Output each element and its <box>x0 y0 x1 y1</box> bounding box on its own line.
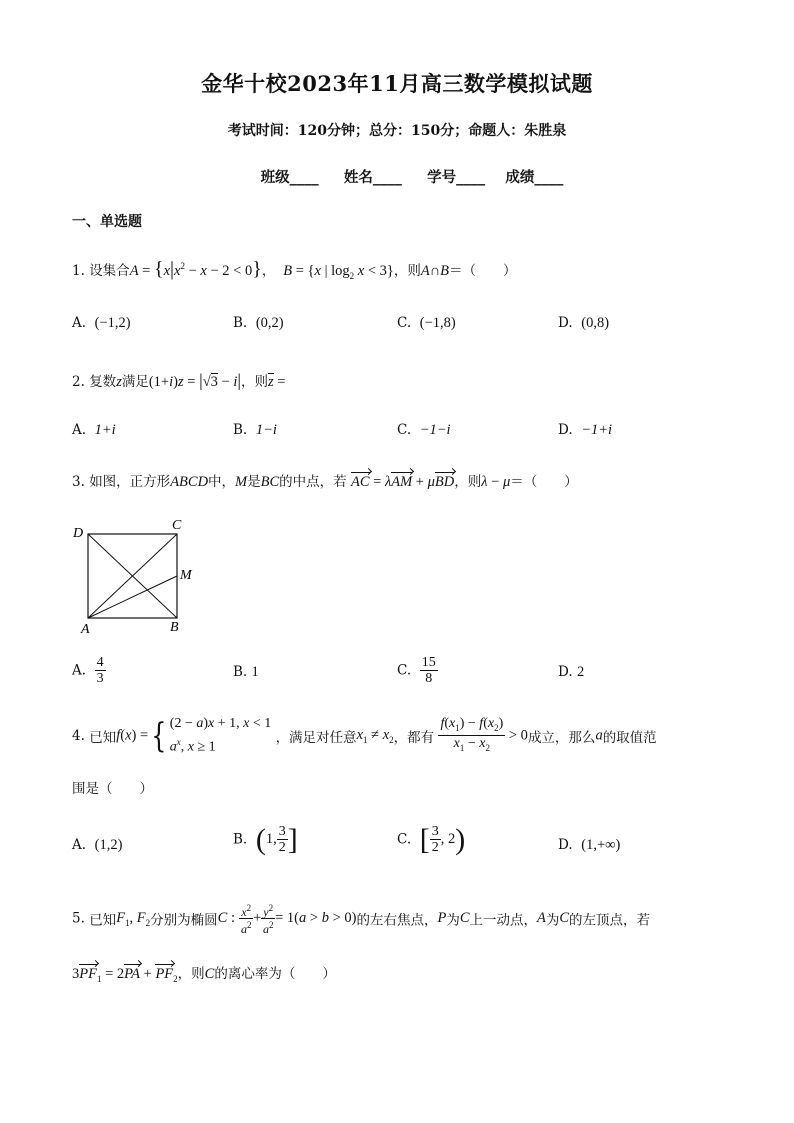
option-c[interactable]: C. −1−i <box>397 422 451 438</box>
option-d[interactable]: D. (1,+∞) <box>558 837 621 853</box>
question-1: 1. 设集合$A = \{x|x^2 - x - 2 < 0\}$， B = {x | $\log_2 x < 3$}，则A∩B＝（ ） <box>72 258 517 281</box>
question-3: 3. 如图，正方形ABCD中，M是BC的中点，若 AC = λAM + μBD，则λ − μ＝（ ） <box>72 474 578 490</box>
segment-am <box>88 576 177 618</box>
square-figure <box>70 513 200 638</box>
student-id-field[interactable]: 学号____ <box>427 169 486 186</box>
option-c[interactable]: C. (−1,8) <box>397 315 456 331</box>
question-number: 5. <box>72 910 85 927</box>
option-b[interactable]: B. 1−i <box>233 422 277 438</box>
label-m: M <box>180 568 192 583</box>
question-number: 4. <box>72 727 85 744</box>
option-c[interactable]: C. [ $\frac{3}{2}$ , 2) <box>397 822 466 856</box>
label-c: C <box>172 518 182 533</box>
question-number: 2. <box>72 374 85 390</box>
score-field[interactable]: 成绩____ <box>505 169 564 186</box>
label-a: A <box>81 622 90 637</box>
option-b[interactable]: B. (0,2) <box>233 315 284 331</box>
option-c[interactable]: C. $\frac{15}{8}$ <box>397 655 436 686</box>
set-a-expression: $A = \{x|x^2 - x - 2 < 0\}$ <box>129 258 262 280</box>
page-title: 金华十校2023年11月高三数学模拟试题 <box>201 71 593 96</box>
ellipse-x-term: $\frac{x^2}{a^2}$ <box>240 903 252 936</box>
option-d[interactable]: D. (0,8) <box>558 315 610 331</box>
name-field[interactable]: 姓名____ <box>343 169 402 186</box>
label-b: B <box>170 620 179 635</box>
exam-info: 考试时间：120分钟；总分：150分；命题人：朱胜泉 <box>227 123 567 139</box>
label-d: D <box>73 526 84 541</box>
question-5-line-2: $3PF_1 = 2PA + PF_2$，则C的离心率为（ ） <box>72 966 336 984</box>
student-info-fields <box>0 166 794 187</box>
question-4: 4. 已知f(x) ={ (2 − a)x + 1, x < 1 $a^x$, x ≥ 1 ，满足对任意$x_1 \ne x_2$，都有 $\frac{f(x_1) - f(x_2)}{x_1 - x_2}$ > 0成立，那么a的取值范 <box>72 715 657 756</box>
class-field[interactable]: 班级____ <box>260 169 319 186</box>
question-4-line-2: 围是（ ） <box>72 781 153 797</box>
option-a[interactable]: A. 1+i <box>72 422 116 438</box>
question-2: 2. 复数z满足(1+i)z = |√3 − i|，则z = <box>72 370 286 390</box>
section-title: 一、单选题 <box>72 214 142 230</box>
piecewise-function: (2 − a)x + 1, x < 1 $a^x$, x ≥ 1 <box>169 716 272 755</box>
option-b[interactable]: B. 1 <box>233 664 259 680</box>
question-number: 3. <box>72 474 85 490</box>
question-5: 5. 已知$F_1$, $F_2$分别为椭圆C : $\frac{x^2}{a^2}$ + $\frac{y^2}{a^2}$ = 1(a > b > 0)的左右焦点，P为C上一动点，A为C的左顶点，若 <box>72 903 651 936</box>
option-b[interactable]: B. (1, $\frac{3}{2}$ ] <box>233 822 298 856</box>
option-d[interactable]: D. −1+i <box>558 422 613 438</box>
vector-relation: $3PF_1 = 2PA + PF_2$ <box>72 966 178 984</box>
option-a[interactable]: A. $\frac{4}{3}$ <box>72 655 104 686</box>
question-text: 设集合 <box>89 263 130 279</box>
intersection-expression: A∩B <box>420 263 450 279</box>
difference-quotient: $\frac{f(x_1) - f(x_2)}{x_1 - x_2}$ <box>440 715 504 754</box>
vector-equation: AC = λAM + μBD <box>350 474 455 490</box>
option-d[interactable]: D. 2 <box>558 664 585 680</box>
question-number: 1. <box>72 263 85 279</box>
complex-equation: (1+i)z = |√3 − i| <box>148 370 241 390</box>
ellipse-y-term: $\frac{y^2}{a^2}$ <box>262 903 274 936</box>
option-a[interactable]: A. (1,2) <box>72 837 123 853</box>
conjugate-z: z = <box>267 374 286 390</box>
set-b-expression: B = {x | $\log_2 x < 3$} <box>283 263 394 281</box>
option-a[interactable]: A. (−1,2) <box>72 315 131 331</box>
